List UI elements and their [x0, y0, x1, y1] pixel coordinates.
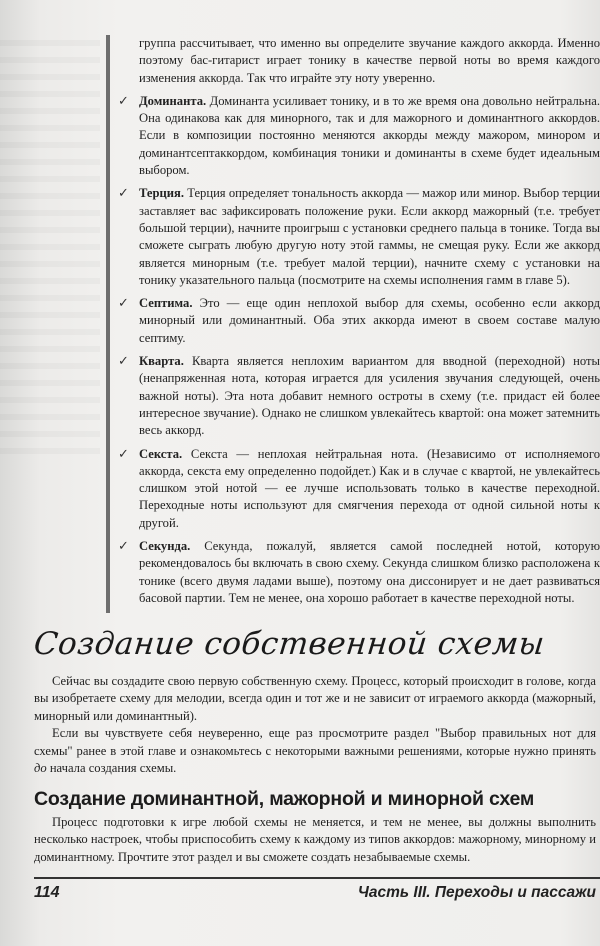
term-description: Терция определяет тональность аккорда — мажор или минор. Выбор терции заставляет вас зафиксировать положение руки. Если аккорд мажорный (т.е. требует большой терции), начните проигрыш с установки среднего пальца в тонике. Тогда вы сможете сыграть любую другую ноту этой гаммы, не смещая руку. Если же аккорд является минорным (т.е. требует малой терции), начните схему с установки на тонику указательного пальца (посмотрите на схемы исполнения гамм в главе 5).: [139, 186, 600, 287]
checkmark-icon: ✓: [118, 446, 129, 462]
checkmark-icon: ✓: [118, 296, 129, 312]
checkmark-icon: ✓: [118, 93, 129, 109]
subsection-heading: Создание доминантной, мажорной и минорной схем: [34, 788, 535, 810]
term-label: Терция.: [139, 186, 184, 201]
list-item-seventh: [118, 295, 600, 347]
sidebar-note-block: [106, 35, 600, 613]
sidebar-vertical-rule: [106, 35, 110, 613]
sidebar-content: [118, 35, 600, 607]
subsection-body: [34, 814, 596, 866]
term-description: Это — еще один неплохой выбор для схемы, особенно если аккорд минорный или доминантный. Оба этих аккорда имеют в своем составе малую септиму.: [139, 296, 600, 345]
paragraph: Процесс подготовки к игре любой схемы не меняется, и тем не менее, вы должны выполнить несколько настроек, чтобы приспособить схему к каждому из типов аккордов: мажорному, минорному и доминантному. Прочтите этот раздел и вы сможете создать незабываемые схемы.: [34, 815, 596, 864]
section-heading: Создание собственной схемы: [32, 626, 547, 662]
term-label: Секунда.: [139, 539, 191, 554]
checkmark-icon: ✓: [118, 186, 129, 202]
paragraph: Если вы чувствуете себя неуверенно, еще раз просмотрите раздел "Выбор правильных нот для схемы" ранее в этой главе и ознакомьтесь с некоторыми важными решениями, которые нужно принять до начала создания схемы.: [34, 726, 596, 776]
list-item-sixth: [118, 446, 600, 532]
term-description: Кварта является неплохим вариантом для вводной (переходной) ноты (ненапряженная нота, которая играется для усиления звучания следующей, очень важной ноты). Эта нота добавит немного остроты в схему (т.е. придаст ей более интересное звучание). Однако не слишком увлекайтесь квартой: она может затемнить весь аккорд.: [139, 354, 600, 438]
emphasis: до: [34, 761, 47, 776]
footer-divider: [34, 877, 600, 879]
term-label: Секста.: [139, 446, 183, 461]
section-body: [34, 673, 596, 777]
list-item-third: [118, 185, 600, 289]
term-label: Доминанта.: [139, 93, 207, 108]
running-head: Часть III. Переходы и пассажи: [357, 884, 596, 901]
list-item-second: [118, 538, 600, 607]
list-item-fourth: [118, 353, 600, 439]
bleed-through-text: [0, 40, 100, 460]
term-description: Доминанта усиливает тонику, и в то же время она довольно нейтральна. Она одинакова как для минорного, так и для мажорного и доминантного аккордов. Если в композиции постоянно меняются аккорды между мажором, минором и доминантсептаккордом, комбинация тоники и доминанты в схеме будет идеальным выбором.: [139, 93, 600, 178]
page-number: 114: [34, 884, 60, 901]
term-label: Септима.: [139, 296, 193, 311]
term-description: Секунда, пожалуй, является самой последней нотой, которую рекомендовалось бы включать в свою схему. Секунда слишком близко расположена к тонике (всего двумя ладами выше), поэтому она диссонирует и не дает развиваться басовой партии. Тем не менее, она хорошо работает в качестве переходной ноты.: [139, 539, 600, 605]
term-label: Кварта.: [139, 354, 184, 369]
checkmark-icon: ✓: [118, 354, 129, 370]
paragraph: Сейчас вы создадите свою первую собственную схему. Процесс, который происходит в голове, когда вы изобретаете схему для мелодии, всегда один и тот же и не зависит от играемого аккорда (мажорный, минорный или доминантный).: [34, 674, 596, 723]
sidebar-intro-text: группа рассчитывает, что именно вы определите звучание каждого аккорда. Именно поэтому бас-гитарист играет тонику в качестве первой ноты во время каждого изменения аккорда. Так что играйте эту ноту уверенно.: [139, 36, 600, 85]
checkmark-icon: ✓: [118, 539, 129, 555]
term-description: Секста — неплохая нейтральная нота. (Независимо от исполняемого аккорда, секста ему определенно подойдет.) Как и в случае с квартой, не увлекайтесь слишком этой нотой — ее лучше использовать только в качестве переходной. Переходные ноты используют для смягчения перехода от одной сильной ноты к другой.: [139, 446, 600, 530]
list-item-dominant: [118, 93, 600, 179]
